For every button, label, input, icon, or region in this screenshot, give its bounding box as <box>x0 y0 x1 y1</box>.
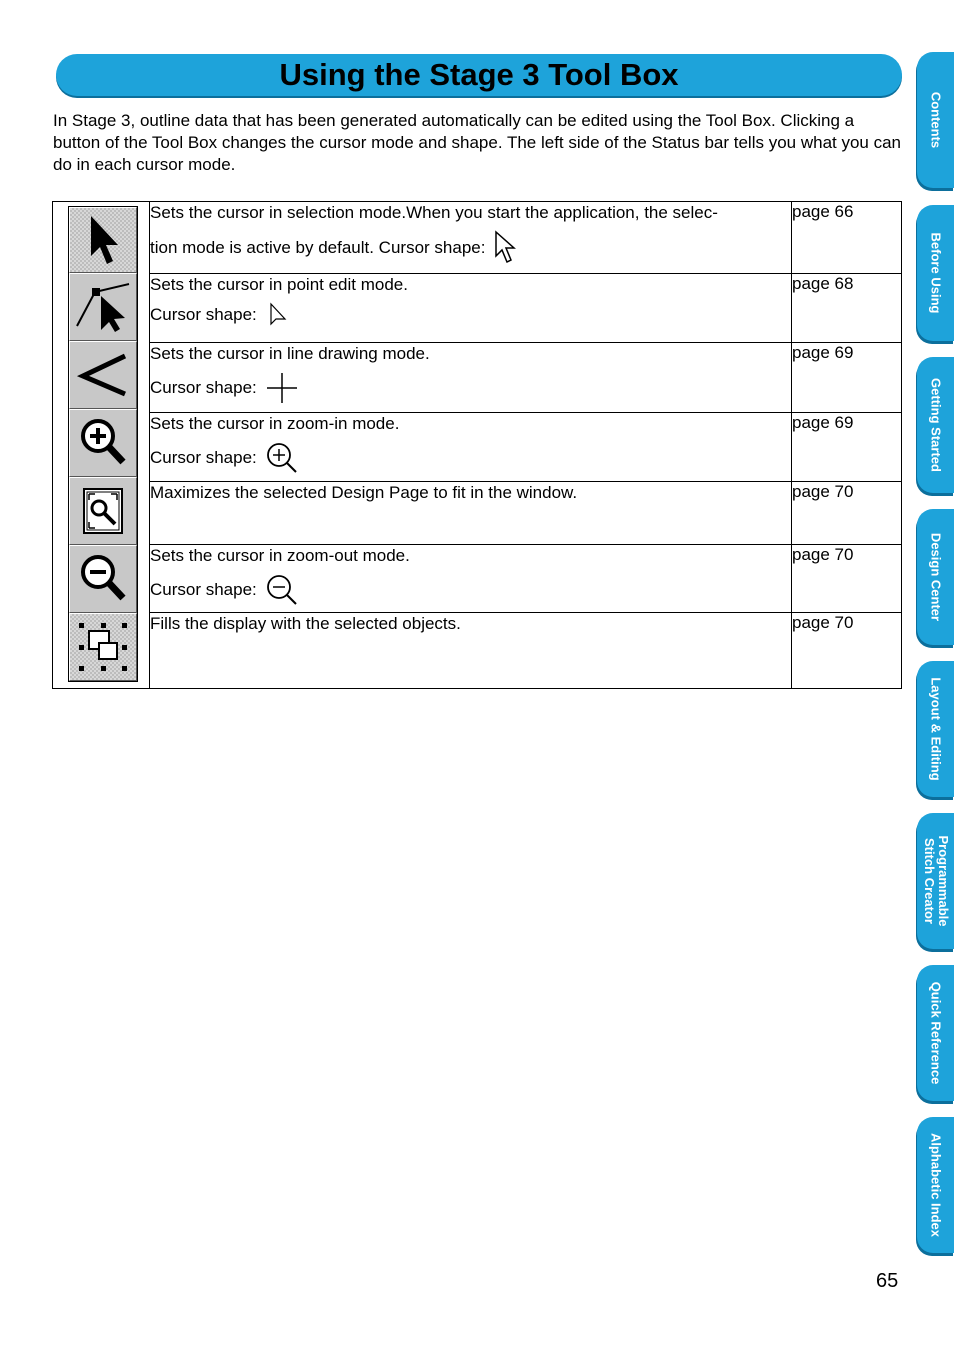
row-description <box>150 413 792 482</box>
description-line1: Sets the cursor in point edit mode. <box>150 275 408 294</box>
intro-text: In Stage 3, outline data that has been generated automatically can be edited using the Tool Box. Clicking a button of the Tool Box changes the cursor mode and shape. The left side of the Status bar tells you what you can do in each cursor mode. <box>53 111 902 174</box>
table-row <box>53 482 902 545</box>
tab-label: Before Using <box>928 232 943 314</box>
toolbox-icon-column <box>53 202 150 689</box>
page-reference: page 66 <box>792 202 902 274</box>
tab-label: Programmable Stitch Creator <box>921 835 951 927</box>
zoom-in-button[interactable] <box>69 409 137 477</box>
title-banner <box>56 54 902 96</box>
tab-design-center[interactable] <box>917 509 954 645</box>
row-description <box>150 545 792 613</box>
fit-page-button[interactable] <box>69 477 137 545</box>
description-line1: Fills the display with the selected objects. <box>150 614 461 633</box>
fit-selection-icon <box>75 619 131 675</box>
tab-quick-reference[interactable] <box>917 965 954 1101</box>
tab-alphabetic-index[interactable] <box>917 1117 954 1253</box>
row-description <box>150 274 792 343</box>
tab-getting-started[interactable] <box>917 357 954 493</box>
point-edit-icon <box>73 278 133 336</box>
tab-label: Design Center <box>928 532 943 622</box>
table-row <box>53 343 902 413</box>
table-row <box>53 545 902 613</box>
tab-layout-editing[interactable] <box>917 661 954 797</box>
toolbox-button-stack <box>68 206 138 682</box>
toolbox-table <box>52 201 902 689</box>
description-line1: Sets the cursor in zoom-out mode. <box>150 546 410 565</box>
fit-page-icon <box>81 486 125 536</box>
zoom-in-icon <box>78 416 128 470</box>
intro-paragraph <box>53 110 905 176</box>
zoom-out-cursor-icon <box>265 573 299 607</box>
description-line2: Cursor shape: <box>150 580 257 599</box>
description-line2: Cursor shape: <box>150 448 257 467</box>
select-arrow-icon <box>83 212 123 268</box>
row-description <box>150 202 792 274</box>
description-line1: Sets the cursor in selection mode.When you start the application, the selec- <box>150 203 718 222</box>
table-row <box>53 202 902 274</box>
page-reference: page 68 <box>792 274 902 343</box>
tab-label: Alphabetic Index <box>928 1132 943 1238</box>
tab-programmable-stitch-creator[interactable] <box>917 813 954 949</box>
fit-selection-button[interactable] <box>69 613 137 681</box>
zoom-out-icon <box>78 552 128 606</box>
page-reference: page 69 <box>792 413 902 482</box>
page-title: Using the Stage 3 Tool Box <box>279 57 679 92</box>
row-description <box>150 343 792 413</box>
tab-before-using[interactable] <box>917 205 954 341</box>
description-line1: Maximizes the selected Design Page to fit in the window. <box>150 483 578 502</box>
table-row <box>53 613 902 689</box>
hollow-arrow-cursor-icon <box>265 302 289 328</box>
description-line1: Sets the cursor in zoom-in mode. <box>150 414 400 433</box>
description-line2: Cursor shape: <box>150 305 257 324</box>
crosshair-cursor-icon <box>265 371 299 405</box>
page-number: 65 <box>876 1270 899 1292</box>
select-button[interactable] <box>69 207 137 273</box>
row-description <box>150 482 792 545</box>
line-draw-button[interactable] <box>69 341 137 409</box>
arrow-cursor-icon <box>493 230 519 266</box>
line-draw-icon <box>75 350 131 400</box>
row-description <box>150 613 792 689</box>
page-reference: page 69 <box>792 343 902 413</box>
tab-label: Layout & Editing <box>928 677 943 781</box>
zoom-in-cursor-icon <box>265 441 299 475</box>
page-reference: page 70 <box>792 482 902 545</box>
page-reference: page 70 <box>792 613 902 689</box>
tab-label: Contents <box>928 91 943 149</box>
tab-label: Getting Started <box>928 378 943 472</box>
tab-contents[interactable] <box>917 52 954 188</box>
table-row <box>53 413 902 482</box>
zoom-out-button[interactable] <box>69 545 137 613</box>
tab-label: Quick Reference <box>928 981 943 1085</box>
description-line2: tion mode is active by default. Cursor shape: <box>150 238 486 257</box>
description-line2: Cursor shape: <box>150 378 257 397</box>
page-reference: page 70 <box>792 545 902 613</box>
point-edit-button[interactable] <box>69 273 137 341</box>
description-line1: Sets the cursor in line drawing mode. <box>150 344 430 363</box>
table-row <box>53 274 902 343</box>
